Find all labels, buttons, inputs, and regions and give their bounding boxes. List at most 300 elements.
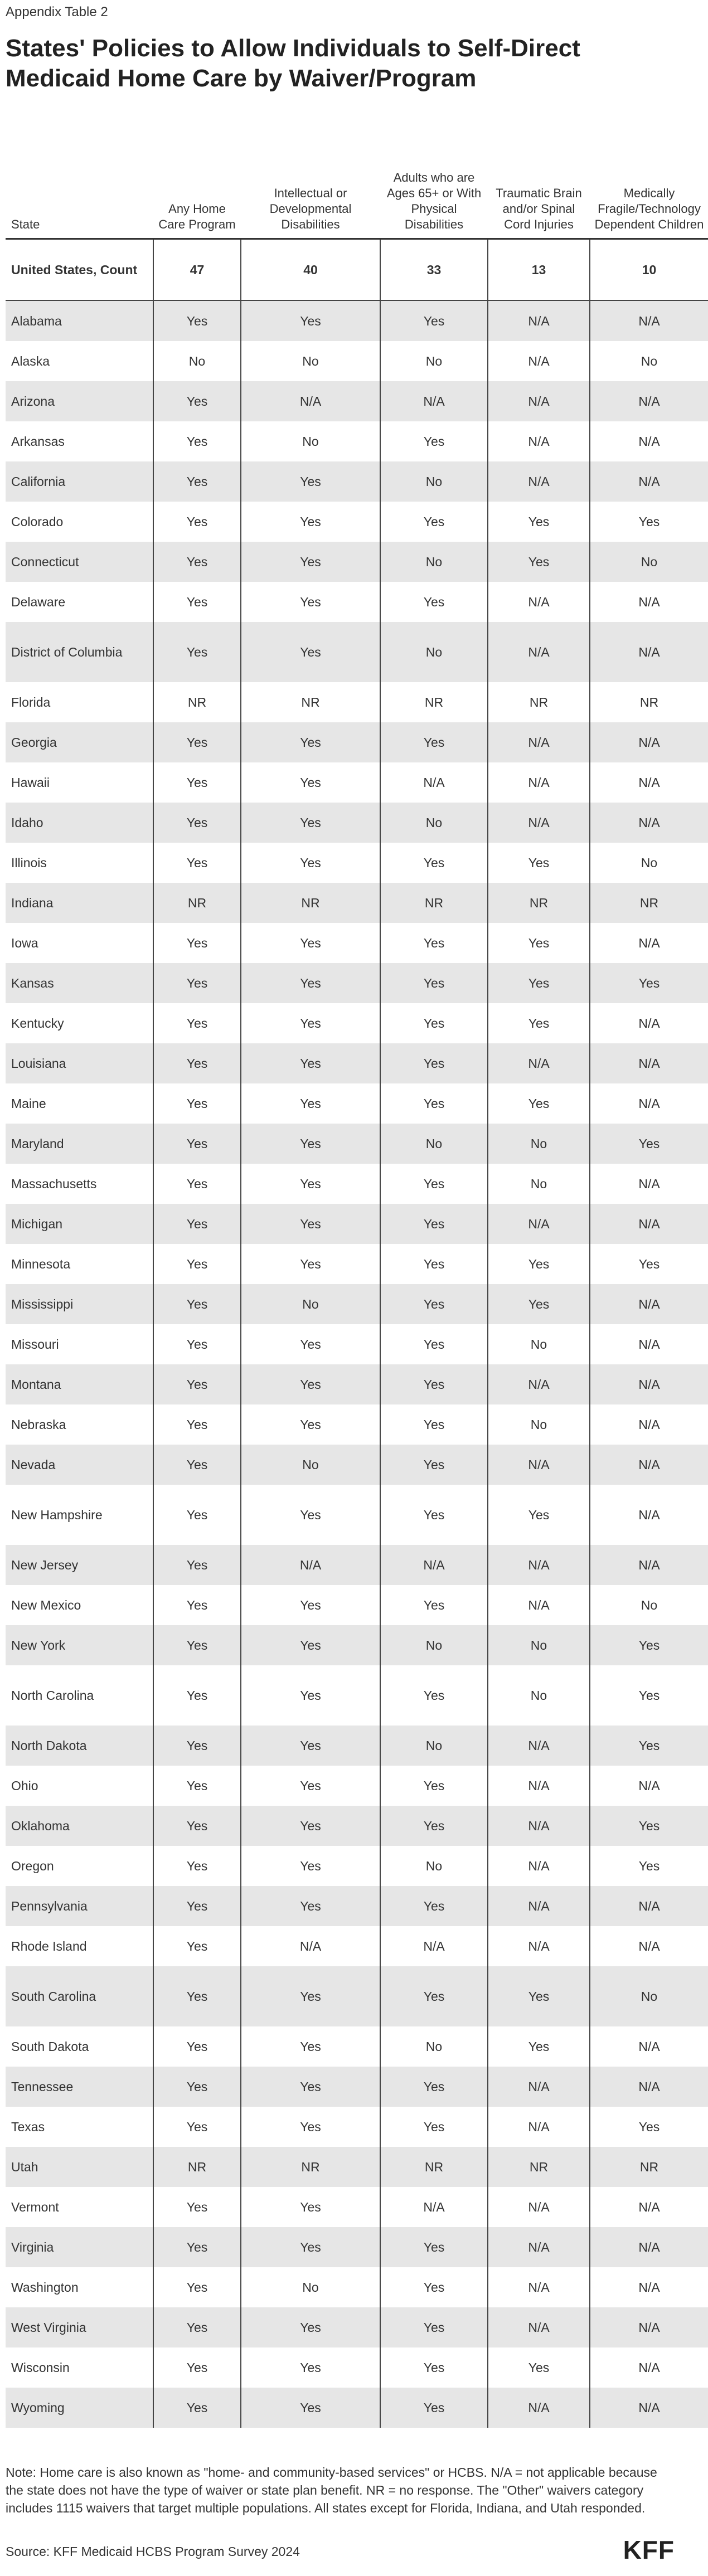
policy-value-cell: Yes bbox=[590, 2107, 708, 2147]
policy-value-cell: Yes bbox=[153, 582, 241, 622]
state-name-cell: Colorado bbox=[6, 502, 153, 542]
policy-value-cell: N/A bbox=[488, 1766, 590, 1806]
table-row bbox=[6, 1445, 708, 1485]
policy-value-cell: Yes bbox=[241, 2227, 380, 2267]
policy-value-cell: Yes bbox=[380, 2107, 488, 2147]
policy-value-cell: Yes bbox=[153, 1204, 241, 1244]
policy-value-cell: Yes bbox=[153, 1083, 241, 1124]
state-name-cell: Alaska bbox=[6, 341, 153, 381]
policy-value-cell: Yes bbox=[153, 1966, 241, 2026]
policy-value-cell: Yes bbox=[488, 843, 590, 883]
column-header-tbi-sci: Traumatic Brain and/or Spinal Cord Injuries bbox=[488, 114, 590, 239]
state-name-cell: Minnesota bbox=[6, 1244, 153, 1284]
table-row bbox=[6, 1585, 708, 1625]
policy-value-cell: Yes bbox=[380, 1364, 488, 1404]
policy-value-cell: No bbox=[241, 1284, 380, 1324]
kff-logo: KFF bbox=[623, 2535, 675, 2564]
policy-value-cell: Yes bbox=[153, 2227, 241, 2267]
state-name-cell: Maryland bbox=[6, 1124, 153, 1164]
state-name-cell: Idaho bbox=[6, 803, 153, 843]
policy-value-cell: Yes bbox=[241, 1665, 380, 1726]
table-row bbox=[6, 2267, 708, 2307]
summary-label: United States, Count bbox=[6, 239, 153, 301]
table-row bbox=[6, 381, 708, 421]
table-row bbox=[6, 1364, 708, 1404]
state-name-cell: Delaware bbox=[6, 582, 153, 622]
policy-value-cell: Yes bbox=[153, 963, 241, 1003]
table-row bbox=[6, 2026, 708, 2067]
policy-value-cell: NR bbox=[241, 883, 380, 923]
policy-value-cell: N/A bbox=[488, 1445, 590, 1485]
column-header-idd: Intellectual or Developmental Disabilities bbox=[241, 114, 380, 239]
policy-value-cell: Yes bbox=[241, 1003, 380, 1043]
policy-value-cell: N/A bbox=[590, 1404, 708, 1445]
policy-value-cell: Yes bbox=[241, 1404, 380, 1445]
policy-value-cell: NR bbox=[488, 2147, 590, 2187]
policy-value-cell: Yes bbox=[380, 421, 488, 461]
policy-value-cell: Yes bbox=[590, 1244, 708, 1284]
policy-value-cell: No bbox=[590, 341, 708, 381]
policy-value-cell: No bbox=[488, 1124, 590, 1164]
table-row bbox=[6, 1545, 708, 1585]
policy-value-cell: No bbox=[241, 421, 380, 461]
policy-value-cell: N/A bbox=[590, 1284, 708, 1324]
policy-value-cell: Yes bbox=[380, 1665, 488, 1726]
state-name-cell: Georgia bbox=[6, 722, 153, 762]
state-name-cell: Virginia bbox=[6, 2227, 153, 2267]
policy-value-cell: NR bbox=[241, 2147, 380, 2187]
policy-value-cell: N/A bbox=[590, 1926, 708, 1966]
policy-value-cell: Yes bbox=[153, 1726, 241, 1766]
table-row bbox=[6, 762, 708, 803]
state-name-cell: Pennsylvania bbox=[6, 1886, 153, 1926]
footnote: Note: Home care is also known as "home- and community-based services" or HCBS. N/A = not applicable because the state does not have the type of waiver or state plan benefit. NR = no response. The "Other" waivers category includes 1115 waivers that target multiple populations. All states except for Florida, Indiana, and Utah responded. bbox=[6, 2465, 657, 2515]
policy-value-cell: N/A bbox=[590, 381, 708, 421]
policy-value-cell: N/A bbox=[590, 461, 708, 502]
policy-value-cell: Yes bbox=[488, 1485, 590, 1545]
policy-value-cell: Yes bbox=[488, 2026, 590, 2067]
policy-value-cell: Yes bbox=[241, 2307, 380, 2347]
policy-value-cell: Yes bbox=[241, 2187, 380, 2227]
policy-value-cell: N/A bbox=[488, 2267, 590, 2307]
policy-value-cell: N/A bbox=[241, 381, 380, 421]
policy-value-cell: N/A bbox=[380, 2187, 488, 2227]
policy-value-cell: NR bbox=[380, 682, 488, 722]
policy-value-cell: Yes bbox=[153, 1124, 241, 1164]
policy-value-cell: Yes bbox=[380, 1043, 488, 1083]
table-row bbox=[6, 1625, 708, 1665]
policy-value-cell: Yes bbox=[590, 1846, 708, 1886]
policy-value-cell: N/A bbox=[590, 803, 708, 843]
policy-value-cell: Yes bbox=[488, 2347, 590, 2388]
policy-value-cell: No bbox=[380, 341, 488, 381]
policy-value-cell: Yes bbox=[380, 1404, 488, 1445]
table-row bbox=[6, 1043, 708, 1083]
policy-value-cell: Yes bbox=[153, 1886, 241, 1926]
policy-value-cell: Yes bbox=[488, 1244, 590, 1284]
table-header-row bbox=[6, 114, 708, 239]
policy-value-cell: Yes bbox=[241, 963, 380, 1003]
policy-value-cell: Yes bbox=[241, 1806, 380, 1846]
policy-value-cell: Yes bbox=[241, 1364, 380, 1404]
policy-value-cell: Yes bbox=[153, 1404, 241, 1445]
policy-value-cell: Yes bbox=[241, 461, 380, 502]
table-row bbox=[6, 2187, 708, 2227]
state-name-cell: Nevada bbox=[6, 1445, 153, 1485]
policy-value-cell: Yes bbox=[241, 1164, 380, 1204]
table-row bbox=[6, 722, 708, 762]
policy-value-cell: NR bbox=[380, 883, 488, 923]
policy-value-cell: Yes bbox=[380, 1445, 488, 1485]
policy-value-cell: No bbox=[380, 1846, 488, 1886]
column-header-medically-fragile: Medically Fragile/Technology Dependent Children bbox=[590, 114, 708, 239]
policy-value-cell: N/A bbox=[380, 762, 488, 803]
state-name-cell: District of Columbia bbox=[6, 622, 153, 682]
policy-value-cell: NR bbox=[153, 682, 241, 722]
policy-value-cell: Yes bbox=[153, 2107, 241, 2147]
state-name-cell: Wisconsin bbox=[6, 2347, 153, 2388]
policy-value-cell: Yes bbox=[153, 1846, 241, 1886]
policy-value-cell: No bbox=[590, 542, 708, 582]
table-row bbox=[6, 1766, 708, 1806]
policy-value-cell: No bbox=[380, 1625, 488, 1665]
table-row bbox=[6, 1244, 708, 1284]
policy-value-cell: N/A bbox=[488, 1204, 590, 1244]
state-name-cell: Missouri bbox=[6, 1324, 153, 1364]
policy-value-cell: N/A bbox=[590, 1043, 708, 1083]
table-row bbox=[6, 502, 708, 542]
policy-value-cell: N/A bbox=[488, 1806, 590, 1846]
policy-value-cell: Yes bbox=[241, 622, 380, 682]
policy-value-cell: No bbox=[380, 1726, 488, 1766]
policy-value-cell: No bbox=[488, 1625, 590, 1665]
state-name-cell: Vermont bbox=[6, 2187, 153, 2227]
policy-value-cell: Yes bbox=[241, 1324, 380, 1364]
policy-value-cell: Yes bbox=[241, 1726, 380, 1766]
state-name-cell: Massachusetts bbox=[6, 1164, 153, 1204]
policy-value-cell: Yes bbox=[380, 1886, 488, 1926]
state-name-cell: North Dakota bbox=[6, 1726, 153, 1766]
policy-value-cell: N/A bbox=[380, 1926, 488, 1966]
state-name-cell: New Hampshire bbox=[6, 1485, 153, 1545]
policy-value-cell: N/A bbox=[488, 1043, 590, 1083]
state-name-cell: New Mexico bbox=[6, 1585, 153, 1625]
policy-value-cell: Yes bbox=[380, 502, 488, 542]
policy-value-cell: Yes bbox=[153, 843, 241, 883]
appendix-label: Appendix Table 2 bbox=[6, 4, 108, 20]
policy-value-cell: Yes bbox=[153, 1445, 241, 1485]
policy-value-cell: N/A bbox=[590, 1445, 708, 1485]
summary-cell: 33 bbox=[380, 239, 488, 301]
state-name-cell: Mississippi bbox=[6, 1284, 153, 1324]
table-row bbox=[6, 843, 708, 883]
policy-value-cell: Yes bbox=[380, 1806, 488, 1846]
policy-value-cell: N/A bbox=[590, 762, 708, 803]
table-row bbox=[6, 2147, 708, 2187]
policy-value-cell: No bbox=[380, 622, 488, 682]
policy-value-cell: Yes bbox=[380, 2267, 488, 2307]
policy-value-cell: Yes bbox=[380, 722, 488, 762]
table-row bbox=[6, 421, 708, 461]
table-row bbox=[6, 1846, 708, 1886]
policy-value-cell: NR bbox=[153, 2147, 241, 2187]
policy-value-cell: Yes bbox=[590, 1665, 708, 1726]
policy-value-cell: No bbox=[380, 1124, 488, 1164]
policy-value-cell: Yes bbox=[380, 1083, 488, 1124]
policy-value-cell: Yes bbox=[241, 2347, 380, 2388]
policy-value-cell: N/A bbox=[590, 1886, 708, 1926]
policy-value-cell: No bbox=[488, 1324, 590, 1364]
state-name-cell: Texas bbox=[6, 2107, 153, 2147]
policy-value-cell: N/A bbox=[590, 1164, 708, 1204]
policy-value-cell: Yes bbox=[153, 1164, 241, 1204]
policy-value-cell: Yes bbox=[241, 502, 380, 542]
policy-value-cell: Yes bbox=[241, 722, 380, 762]
policy-value-cell: N/A bbox=[488, 2227, 590, 2267]
policy-value-cell: Yes bbox=[241, 843, 380, 883]
table-row bbox=[6, 2067, 708, 2107]
policy-value-cell: Yes bbox=[241, 1244, 380, 1284]
policy-value-cell: No bbox=[380, 2026, 488, 2067]
policy-value-cell: NR bbox=[380, 2147, 488, 2187]
policy-value-cell: Yes bbox=[488, 1284, 590, 1324]
policy-table bbox=[6, 114, 708, 2428]
column-header-any-home-care: Any Home Care Program bbox=[153, 114, 241, 239]
state-name-cell: Wyoming bbox=[6, 2388, 153, 2428]
policy-value-cell: N/A bbox=[590, 2187, 708, 2227]
policy-value-cell: N/A bbox=[488, 2107, 590, 2147]
policy-value-cell: N/A bbox=[590, 1545, 708, 1585]
table-row bbox=[6, 2107, 708, 2147]
policy-value-cell: No bbox=[590, 843, 708, 883]
table-row bbox=[6, 2388, 708, 2428]
state-name-cell: Illinois bbox=[6, 843, 153, 883]
policy-value-cell: Yes bbox=[380, 1284, 488, 1324]
state-name-cell: Ohio bbox=[6, 1766, 153, 1806]
policy-value-cell: Yes bbox=[153, 1043, 241, 1083]
table-row bbox=[6, 2227, 708, 2267]
policy-value-cell: N/A bbox=[590, 622, 708, 682]
policy-value-cell: Yes bbox=[488, 963, 590, 1003]
policy-value-cell: Yes bbox=[241, 2026, 380, 2067]
policy-value-cell: NR bbox=[590, 883, 708, 923]
policy-value-cell: Yes bbox=[380, 963, 488, 1003]
policy-value-cell: Yes bbox=[153, 1625, 241, 1665]
policy-value-cell: N/A bbox=[488, 762, 590, 803]
state-name-cell: Oregon bbox=[6, 1846, 153, 1886]
policy-value-cell: Yes bbox=[153, 2026, 241, 2067]
state-name-cell: North Carolina bbox=[6, 1665, 153, 1726]
table-row bbox=[6, 622, 708, 682]
policy-value-cell: Yes bbox=[153, 1324, 241, 1364]
source-line: Source: KFF Medicaid HCBS Program Survey 2024 bbox=[6, 2544, 300, 2559]
policy-value-cell: Yes bbox=[241, 1043, 380, 1083]
policy-value-cell: N/A bbox=[488, 1846, 590, 1886]
table-row bbox=[6, 2307, 708, 2347]
table-row bbox=[6, 1726, 708, 1766]
policy-value-cell: N/A bbox=[590, 923, 708, 963]
policy-value-cell: Yes bbox=[488, 1966, 590, 2026]
summary-cell: 10 bbox=[590, 239, 708, 301]
table-row bbox=[6, 923, 708, 963]
policy-value-cell: No bbox=[380, 542, 488, 582]
policy-value-cell: Yes bbox=[380, 1966, 488, 2026]
state-name-cell: Oklahoma bbox=[6, 1806, 153, 1846]
table-row bbox=[6, 1124, 708, 1164]
policy-value-cell: Yes bbox=[241, 542, 380, 582]
policy-value-cell: Yes bbox=[153, 1806, 241, 1846]
policy-value-cell: Yes bbox=[153, 1485, 241, 1545]
policy-value-cell: N/A bbox=[488, 341, 590, 381]
table-row bbox=[6, 461, 708, 502]
policy-value-cell: N/A bbox=[488, 582, 590, 622]
policy-value-cell: Yes bbox=[153, 421, 241, 461]
policy-value-cell: N/A bbox=[488, 803, 590, 843]
policy-value-cell: N/A bbox=[241, 1545, 380, 1585]
policy-value-cell: Yes bbox=[153, 803, 241, 843]
column-header-state: State bbox=[6, 114, 153, 239]
policy-value-cell: Yes bbox=[380, 1164, 488, 1204]
policy-value-cell: N/A bbox=[488, 1886, 590, 1926]
policy-value-cell: Yes bbox=[380, 300, 488, 341]
policy-value-cell: Yes bbox=[153, 622, 241, 682]
policy-value-cell: N/A bbox=[488, 461, 590, 502]
policy-value-cell: Yes bbox=[380, 1485, 488, 1545]
policy-value-cell: Yes bbox=[380, 2388, 488, 2428]
policy-value-cell: Yes bbox=[153, 1585, 241, 1625]
policy-value-cell: N/A bbox=[380, 381, 488, 421]
state-name-cell: Hawaii bbox=[6, 762, 153, 803]
policy-value-cell: Yes bbox=[153, 300, 241, 341]
policy-value-cell: Yes bbox=[380, 2067, 488, 2107]
policy-value-cell: Yes bbox=[488, 502, 590, 542]
policy-value-cell: Yes bbox=[153, 1766, 241, 1806]
summary-cell: 40 bbox=[241, 239, 380, 301]
policy-value-cell: Yes bbox=[380, 1244, 488, 1284]
policy-value-cell: No bbox=[241, 1445, 380, 1485]
policy-value-cell: N/A bbox=[590, 1204, 708, 1244]
state-name-cell: Rhode Island bbox=[6, 1926, 153, 1966]
policy-value-cell: Yes bbox=[590, 1124, 708, 1164]
policy-value-cell: No bbox=[241, 2267, 380, 2307]
policy-value-cell: Yes bbox=[153, 1926, 241, 1966]
policy-value-cell: Yes bbox=[241, 2388, 380, 2428]
policy-value-cell: Yes bbox=[153, 1244, 241, 1284]
policy-value-cell: Yes bbox=[153, 1003, 241, 1043]
policy-value-cell: Yes bbox=[590, 1806, 708, 1846]
table-row bbox=[6, 1003, 708, 1043]
policy-value-cell: Yes bbox=[153, 923, 241, 963]
policy-value-cell: Yes bbox=[153, 2388, 241, 2428]
policy-value-cell: N/A bbox=[590, 2388, 708, 2428]
summary-row bbox=[6, 239, 708, 301]
policy-value-cell: Yes bbox=[153, 722, 241, 762]
policy-table-container bbox=[6, 114, 704, 2428]
policy-value-cell: Yes bbox=[488, 923, 590, 963]
policy-value-cell: Yes bbox=[153, 2347, 241, 2388]
table-row bbox=[6, 1404, 708, 1445]
policy-value-cell: Yes bbox=[241, 300, 380, 341]
policy-value-cell: N/A bbox=[590, 1766, 708, 1806]
table-row bbox=[6, 803, 708, 843]
table-row bbox=[6, 542, 708, 582]
table-row bbox=[6, 1806, 708, 1846]
policy-value-cell: Yes bbox=[241, 1204, 380, 1244]
page-title: States' Policies to Allow Individuals to Self-Direct Medicaid Home Care by Waiver/Program bbox=[6, 35, 580, 92]
policy-value-cell: N/A bbox=[488, 1364, 590, 1404]
state-name-cell: California bbox=[6, 461, 153, 502]
policy-value-cell: N/A bbox=[590, 1364, 708, 1404]
policy-value-cell: Yes bbox=[590, 963, 708, 1003]
policy-value-cell: NR bbox=[590, 682, 708, 722]
policy-value-cell: Yes bbox=[380, 2347, 488, 2388]
state-name-cell: Louisiana bbox=[6, 1043, 153, 1083]
table-row bbox=[6, 682, 708, 722]
policy-value-cell: N/A bbox=[488, 2307, 590, 2347]
policy-value-cell: N/A bbox=[488, 381, 590, 421]
policy-value-cell: NR bbox=[488, 682, 590, 722]
policy-value-cell: N/A bbox=[590, 1003, 708, 1043]
policy-value-cell: Yes bbox=[153, 542, 241, 582]
policy-value-cell: Yes bbox=[241, 2067, 380, 2107]
policy-value-cell: No bbox=[153, 341, 241, 381]
policy-value-cell: No bbox=[488, 1164, 590, 1204]
summary-cell: 47 bbox=[153, 239, 241, 301]
table-row bbox=[6, 1164, 708, 1204]
table-row bbox=[6, 883, 708, 923]
policy-value-cell: Yes bbox=[153, 2307, 241, 2347]
policy-value-cell: Yes bbox=[380, 2307, 488, 2347]
policy-value-cell: Yes bbox=[241, 1966, 380, 2026]
policy-value-cell: N/A bbox=[590, 2347, 708, 2388]
policy-value-cell: No bbox=[590, 1966, 708, 2026]
policy-value-cell: N/A bbox=[590, 2267, 708, 2307]
policy-value-cell: Yes bbox=[153, 381, 241, 421]
policy-value-cell: Yes bbox=[241, 582, 380, 622]
state-name-cell: Montana bbox=[6, 1364, 153, 1404]
table-row bbox=[6, 1485, 708, 1545]
policy-value-cell: NR bbox=[153, 883, 241, 923]
table-row bbox=[6, 1966, 708, 2026]
policy-value-cell: Yes bbox=[488, 542, 590, 582]
policy-value-cell: N/A bbox=[488, 300, 590, 341]
policy-value-cell: N/A bbox=[488, 2187, 590, 2227]
column-header-adults-65-physical: Adults who are Ages 65+ or With Physical Disabilities bbox=[380, 114, 488, 239]
policy-value-cell: Yes bbox=[241, 1886, 380, 1926]
table-row bbox=[6, 1665, 708, 1726]
policy-value-cell: No bbox=[241, 341, 380, 381]
policy-value-cell: Yes bbox=[488, 1083, 590, 1124]
state-name-cell: South Dakota bbox=[6, 2026, 153, 2067]
table-row bbox=[6, 1886, 708, 1926]
policy-value-cell: Yes bbox=[241, 1766, 380, 1806]
policy-value-cell: Yes bbox=[380, 582, 488, 622]
state-name-cell: Tennessee bbox=[6, 2067, 153, 2107]
state-name-cell: Washington bbox=[6, 2267, 153, 2307]
state-name-cell: Indiana bbox=[6, 883, 153, 923]
policy-value-cell: Yes bbox=[241, 1485, 380, 1545]
state-name-cell: Kansas bbox=[6, 963, 153, 1003]
state-name-cell: Iowa bbox=[6, 923, 153, 963]
policy-value-cell: Yes bbox=[153, 1665, 241, 1726]
policy-value-cell: No bbox=[488, 1665, 590, 1726]
policy-value-cell: NR bbox=[241, 682, 380, 722]
policy-value-cell: N/A bbox=[241, 1926, 380, 1966]
policy-value-cell: Yes bbox=[153, 502, 241, 542]
state-name-cell: Arkansas bbox=[6, 421, 153, 461]
policy-value-cell: NR bbox=[590, 2147, 708, 2187]
policy-value-cell: N/A bbox=[488, 421, 590, 461]
